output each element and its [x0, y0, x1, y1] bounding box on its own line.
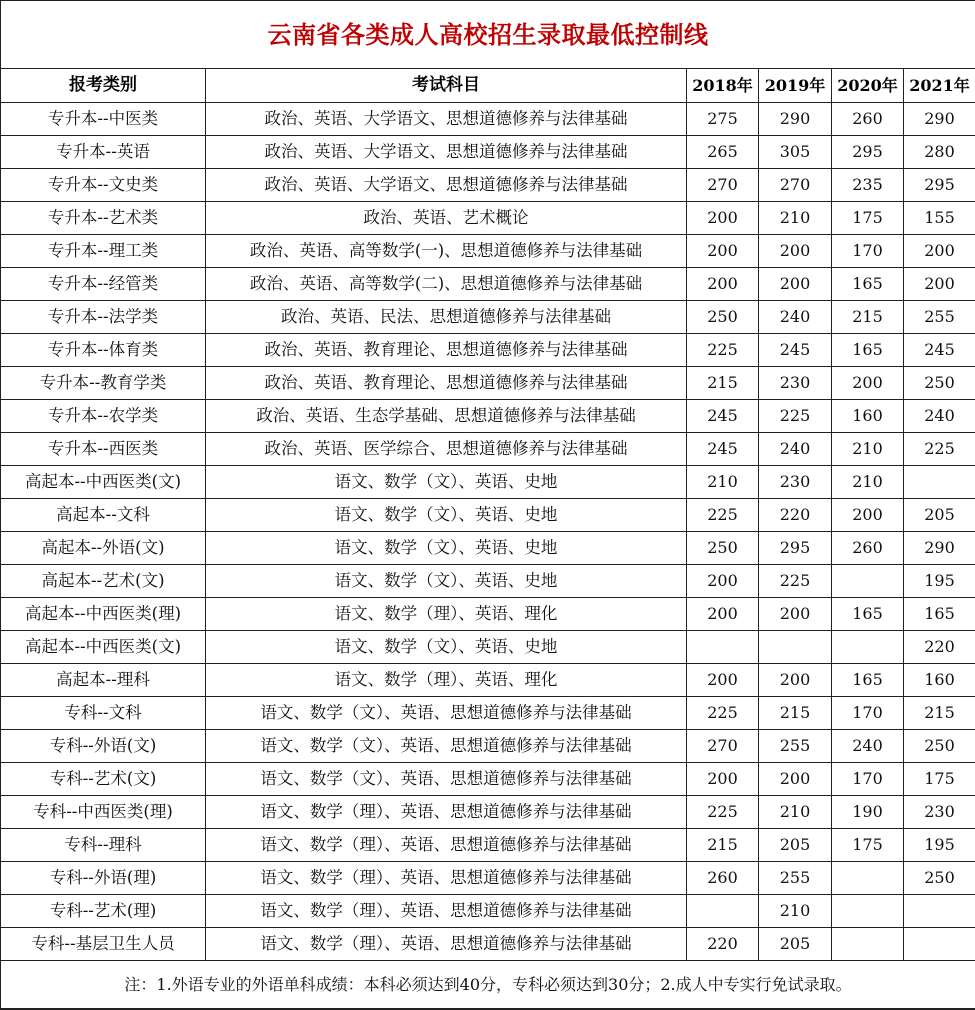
score-cell-2020: 260 — [832, 532, 904, 565]
score-cell-2021: 250 — [904, 730, 975, 763]
score-cell-2021: 175 — [904, 763, 975, 796]
score-cell-2018: 270 — [687, 730, 759, 763]
score-cell-2020: 210 — [832, 433, 904, 466]
table-row — [1, 796, 975, 829]
category-cell: 专科--艺术(文) — [1, 763, 206, 796]
score-cell-2018 — [687, 895, 759, 928]
category-cell: 专升本--经管类 — [1, 268, 206, 301]
score-cell-2019: 245 — [759, 334, 832, 367]
subjects-cell: 政治、英语、艺术概论 — [206, 202, 687, 235]
score-cell-2018: 260 — [687, 862, 759, 895]
score-cell-2019: 205 — [759, 829, 832, 862]
score-cell-2019: 230 — [759, 466, 832, 499]
subjects-cell: 语文、数学（文）、英语、史地 — [206, 631, 687, 664]
score-cell-2021: 290 — [904, 532, 975, 565]
score-cell-2018: 215 — [687, 829, 759, 862]
score-cell-2019: 255 — [759, 730, 832, 763]
table-row — [1, 235, 975, 268]
score-cell-2018: 200 — [687, 565, 759, 598]
subjects-cell: 语文、数学（文）、英语、思想道德修养与法律基础 — [206, 763, 687, 796]
score-cell-2020: 175 — [832, 829, 904, 862]
subjects-cell: 语文、数学（文）、英语、思想道德修养与法律基础 — [206, 730, 687, 763]
score-cell-2021 — [904, 928, 975, 961]
table-row — [1, 895, 975, 928]
table-row — [1, 697, 975, 730]
table-row — [1, 367, 975, 400]
subjects-cell: 政治、英语、高等数学(一)、思想道德修养与法律基础 — [206, 235, 687, 268]
score-cell-2019: 240 — [759, 301, 832, 334]
category-cell: 专升本--农学类 — [1, 400, 206, 433]
score-cell-2018: 275 — [687, 103, 759, 136]
score-cell-2019: 215 — [759, 697, 832, 730]
score-cell-2018: 250 — [687, 301, 759, 334]
score-cell-2018: 210 — [687, 466, 759, 499]
subjects-cell: 语文、数学（文）、英语、史地 — [206, 532, 687, 565]
subjects-cell: 语文、数学（文）、英语、史地 — [206, 466, 687, 499]
category-cell: 专科--基层卫生人员 — [1, 928, 206, 961]
header-year-2019: 2019年 — [759, 69, 832, 103]
header-category: 报考类别 — [1, 69, 206, 103]
title-row — [1, 1, 975, 69]
table-row — [1, 928, 975, 961]
category-cell: 专升本--文史类 — [1, 169, 206, 202]
subjects-cell: 政治、英语、大学语文、思想道德修养与法律基础 — [206, 169, 687, 202]
score-cell-2019: 200 — [759, 235, 832, 268]
score-cell-2021: 250 — [904, 367, 975, 400]
category-cell: 专升本--理工类 — [1, 235, 206, 268]
subjects-cell: 政治、英语、大学语文、思想道德修养与法律基础 — [206, 103, 687, 136]
subjects-cell: 政治、英语、高等数学(二)、思想道德修养与法律基础 — [206, 268, 687, 301]
table-row — [1, 268, 975, 301]
table-row — [1, 334, 975, 367]
score-cell-2018: 200 — [687, 598, 759, 631]
score-cell-2021: 195 — [904, 829, 975, 862]
score-cell-2019: 225 — [759, 565, 832, 598]
score-cell-2018 — [687, 631, 759, 664]
table-row — [1, 598, 975, 631]
score-cell-2020: 165 — [832, 334, 904, 367]
score-cell-2021: 245 — [904, 334, 975, 367]
score-cell-2020: 170 — [832, 763, 904, 796]
header-year-2020: 2020年 — [832, 69, 904, 103]
category-cell: 专升本--教育学类 — [1, 367, 206, 400]
table-row — [1, 169, 975, 202]
category-cell: 高起本--艺术(文) — [1, 565, 206, 598]
score-cell-2019: 305 — [759, 136, 832, 169]
category-cell: 专升本--西医类 — [1, 433, 206, 466]
score-cell-2018: 245 — [687, 400, 759, 433]
score-cell-2019: 210 — [759, 895, 832, 928]
score-cell-2019: 200 — [759, 763, 832, 796]
table-row — [1, 466, 975, 499]
score-cell-2019: 290 — [759, 103, 832, 136]
table-row — [1, 763, 975, 796]
score-cell-2018: 225 — [687, 499, 759, 532]
score-cell-2019: 255 — [759, 862, 832, 895]
score-cell-2020: 240 — [832, 730, 904, 763]
category-cell: 专科--理科 — [1, 829, 206, 862]
score-cell-2021: 225 — [904, 433, 975, 466]
score-cell-2018: 200 — [687, 202, 759, 235]
score-cell-2018: 225 — [687, 334, 759, 367]
score-cell-2020: 165 — [832, 268, 904, 301]
score-cell-2020 — [832, 928, 904, 961]
category-cell: 专升本--英语 — [1, 136, 206, 169]
category-cell: 专升本--体育类 — [1, 334, 206, 367]
score-cell-2018: 200 — [687, 664, 759, 697]
score-cell-2021: 240 — [904, 400, 975, 433]
score-cell-2021: 200 — [904, 268, 975, 301]
header-subjects: 考试科目 — [206, 69, 687, 103]
score-cell-2020: 165 — [832, 664, 904, 697]
header-row — [1, 69, 975, 103]
table-title: 云南省各类成人高校招生录取最低控制线 — [1, 1, 975, 69]
category-cell: 高起本--外语(文) — [1, 532, 206, 565]
score-cell-2018: 245 — [687, 433, 759, 466]
score-cell-2021: 255 — [904, 301, 975, 334]
table-row — [1, 136, 975, 169]
score-cell-2020: 200 — [832, 367, 904, 400]
score-cell-2019: 210 — [759, 796, 832, 829]
table-row — [1, 565, 975, 598]
subjects-cell: 语文、数学（文）、英语、史地 — [206, 565, 687, 598]
score-cell-2018: 270 — [687, 169, 759, 202]
category-cell: 专升本--中医类 — [1, 103, 206, 136]
subjects-cell: 语文、数学（理）、英语、理化 — [206, 664, 687, 697]
table-row — [1, 301, 975, 334]
category-cell: 专升本--法学类 — [1, 301, 206, 334]
score-cell-2018: 225 — [687, 697, 759, 730]
subjects-cell: 政治、英语、民法、思想道德修养与法律基础 — [206, 301, 687, 334]
score-cell-2019: 225 — [759, 400, 832, 433]
score-cell-2020: 210 — [832, 466, 904, 499]
score-cell-2020 — [832, 862, 904, 895]
subjects-cell: 语文、数学（理）、英语、理化 — [206, 598, 687, 631]
score-cell-2019: 210 — [759, 202, 832, 235]
score-cell-2021: 280 — [904, 136, 975, 169]
subjects-cell: 语文、数学（文）、英语、史地 — [206, 499, 687, 532]
score-cell-2018: 215 — [687, 367, 759, 400]
score-cell-2020: 235 — [832, 169, 904, 202]
subjects-cell: 语文、数学（理）、英语、思想道德修养与法律基础 — [206, 796, 687, 829]
score-cell-2019: 270 — [759, 169, 832, 202]
table-row — [1, 400, 975, 433]
score-cell-2019 — [759, 631, 832, 664]
score-cell-2020: 160 — [832, 400, 904, 433]
category-cell: 专科--文科 — [1, 697, 206, 730]
header-year-2018: 2018年 — [687, 69, 759, 103]
note-row — [1, 961, 975, 1010]
score-cell-2021: 165 — [904, 598, 975, 631]
score-cell-2018: 220 — [687, 928, 759, 961]
category-cell: 专科--艺术(理) — [1, 895, 206, 928]
score-cell-2020: 165 — [832, 598, 904, 631]
score-cell-2019: 295 — [759, 532, 832, 565]
table-row — [1, 532, 975, 565]
score-cell-2019: 230 — [759, 367, 832, 400]
score-cell-2018: 200 — [687, 763, 759, 796]
score-cell-2020: 215 — [832, 301, 904, 334]
table-row — [1, 631, 975, 664]
score-cell-2019: 240 — [759, 433, 832, 466]
table-row — [1, 829, 975, 862]
table-body — [1, 103, 975, 961]
score-cell-2019: 205 — [759, 928, 832, 961]
score-cell-2021 — [904, 895, 975, 928]
score-cell-2018: 225 — [687, 796, 759, 829]
subjects-cell: 政治、英语、大学语文、思想道德修养与法律基础 — [206, 136, 687, 169]
score-cell-2020 — [832, 565, 904, 598]
table-row — [1, 433, 975, 466]
score-cell-2020: 295 — [832, 136, 904, 169]
score-cell-2021: 295 — [904, 169, 975, 202]
subjects-cell: 语文、数学（理）、英语、思想道德修养与法律基础 — [206, 928, 687, 961]
subjects-cell: 政治、英语、生态学基础、思想道德修养与法律基础 — [206, 400, 687, 433]
score-cell-2019: 220 — [759, 499, 832, 532]
subjects-cell: 政治、英语、医学综合、思想道德修养与法律基础 — [206, 433, 687, 466]
category-cell: 高起本--中西医类(文) — [1, 631, 206, 664]
category-cell: 专升本--艺术类 — [1, 202, 206, 235]
category-cell: 专科--外语(文) — [1, 730, 206, 763]
score-cell-2021 — [904, 466, 975, 499]
score-cell-2020 — [832, 631, 904, 664]
score-cell-2020 — [832, 895, 904, 928]
score-cell-2021: 230 — [904, 796, 975, 829]
score-cell-2019: 200 — [759, 598, 832, 631]
score-cell-2021: 155 — [904, 202, 975, 235]
score-cell-2020: 170 — [832, 697, 904, 730]
subjects-cell: 语文、数学（文）、英语、思想道德修养与法律基础 — [206, 697, 687, 730]
subjects-cell: 政治、英语、教育理论、思想道德修养与法律基础 — [206, 367, 687, 400]
category-cell: 高起本--中西医类(文) — [1, 466, 206, 499]
score-cell-2021: 205 — [904, 499, 975, 532]
category-cell: 专科--中西医类(理) — [1, 796, 206, 829]
score-cell-2020: 170 — [832, 235, 904, 268]
score-cell-2018: 200 — [687, 235, 759, 268]
subjects-cell: 语文、数学（理）、英语、思想道德修养与法律基础 — [206, 862, 687, 895]
category-cell: 高起本--文科 — [1, 499, 206, 532]
category-cell: 高起本--理科 — [1, 664, 206, 697]
table-row — [1, 730, 975, 763]
subjects-cell: 语文、数学（理）、英语、思想道德修养与法律基础 — [206, 895, 687, 928]
score-cell-2018: 265 — [687, 136, 759, 169]
score-cell-2020: 190 — [832, 796, 904, 829]
score-cell-2021: 220 — [904, 631, 975, 664]
score-cell-2021: 160 — [904, 664, 975, 697]
category-cell: 专科--外语(理) — [1, 862, 206, 895]
score-cell-2018: 250 — [687, 532, 759, 565]
table-row — [1, 664, 975, 697]
score-cell-2020: 200 — [832, 499, 904, 532]
subjects-cell: 语文、数学（理）、英语、思想道德修养与法律基础 — [206, 829, 687, 862]
score-cell-2021: 200 — [904, 235, 975, 268]
score-cell-2021: 290 — [904, 103, 975, 136]
subjects-cell: 政治、英语、教育理论、思想道德修养与法律基础 — [206, 334, 687, 367]
table-row — [1, 103, 975, 136]
score-cell-2019: 200 — [759, 664, 832, 697]
table-note: 注：1.外语专业的外语单科成绩：本科必须达到40分，专科必须达到30分；2.成人中专实行免试录取。 — [1, 961, 975, 1010]
table-row — [1, 202, 975, 235]
header-year-2021: 2021年 — [904, 69, 975, 103]
score-cell-2020: 175 — [832, 202, 904, 235]
table-row — [1, 862, 975, 895]
score-cell-2018: 200 — [687, 268, 759, 301]
category-cell: 高起本--中西医类(理) — [1, 598, 206, 631]
table-row — [1, 499, 975, 532]
score-cell-2020: 260 — [832, 103, 904, 136]
score-cell-2021: 215 — [904, 697, 975, 730]
score-cell-2021: 250 — [904, 862, 975, 895]
score-cell-2021: 195 — [904, 565, 975, 598]
score-cell-2019: 200 — [759, 268, 832, 301]
